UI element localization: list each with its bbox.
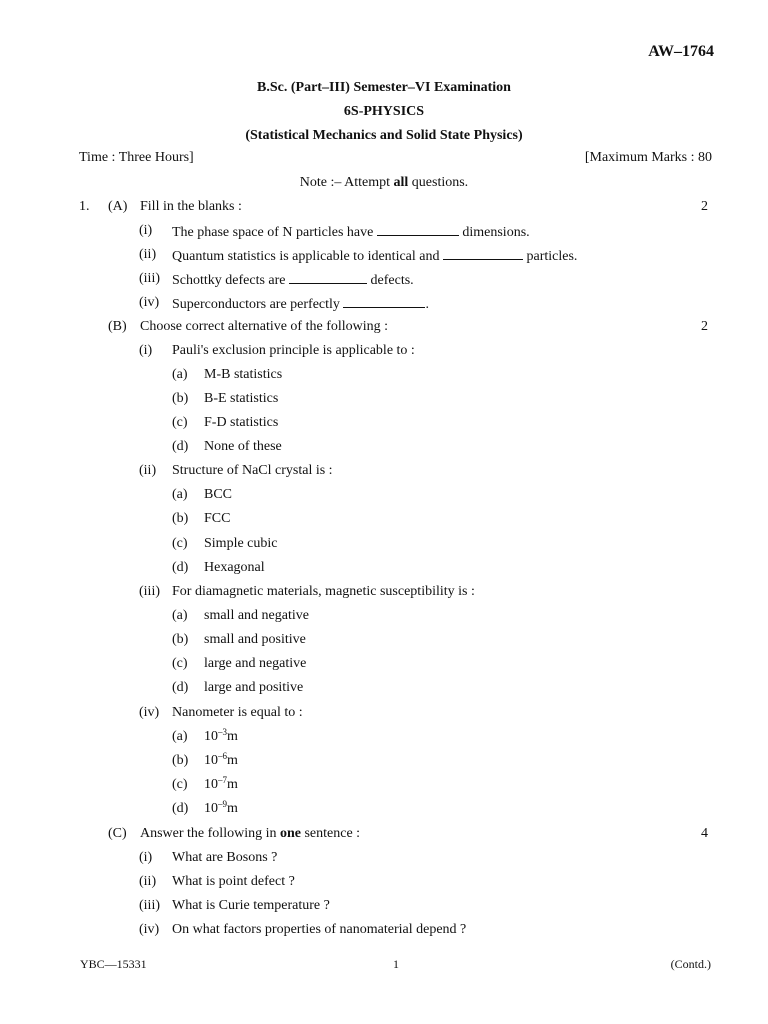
option-text: M-B statistics — [204, 367, 283, 382]
power-base: 10 — [204, 729, 218, 744]
continued-label: (Contd.) — [670, 957, 711, 971]
option-label: (a) — [172, 367, 188, 382]
title-emphasis: one — [279, 826, 301, 841]
mcq-number: (ii) — [139, 463, 157, 478]
short-question-number: (iv) — [139, 922, 160, 937]
blank-item — [172, 271, 414, 289]
short-question-number: (ii) — [139, 874, 157, 889]
option-label: (a) — [172, 608, 188, 623]
answer-blank — [443, 247, 523, 260]
option-label: (b) — [172, 511, 189, 526]
option-text — [204, 753, 238, 769]
question-number: 1. — [79, 199, 90, 214]
mcq-question: For diamagnetic materials, magnetic susceptibility is : — [172, 584, 475, 599]
power-exponent: –9 — [218, 799, 227, 809]
option-text: large and positive — [204, 680, 304, 695]
option-label: (c) — [172, 656, 188, 671]
power-unit: m — [227, 753, 238, 768]
answer-blank — [377, 223, 459, 236]
part-label-a: (A) — [108, 199, 128, 214]
part-marks-a: 2 — [701, 199, 708, 214]
option-label: (b) — [172, 753, 189, 768]
blank-item-text: Schottky defects are — [172, 273, 290, 288]
short-question-number: (iii) — [139, 898, 160, 913]
option-label: (b) — [172, 632, 189, 647]
time-allowed: Time : Three Hours] — [79, 150, 194, 165]
option-label: (a) — [172, 487, 188, 502]
mcq-number: (iv) — [139, 705, 160, 720]
note-prefix: Note :– Attempt — [299, 175, 394, 190]
title-text: sentence : — [300, 826, 361, 841]
paper-code: AW–1764 — [648, 43, 714, 60]
option-label: (c) — [172, 536, 188, 551]
option-label: (d) — [172, 680, 189, 695]
blank-item-text: Superconductors are perfectly — [172, 297, 344, 312]
blank-item-text: Quantum statistics is applicable to identical and — [172, 249, 443, 264]
power-unit: m — [227, 729, 238, 744]
blank-item-text: particles. — [523, 249, 578, 264]
short-question: What is Curie temperature ? — [172, 898, 330, 913]
option-text: None of these — [204, 439, 282, 454]
note-suffix: questions. — [408, 175, 469, 190]
mcq-question: Nanometer is equal to : — [172, 705, 303, 720]
answer-blank — [343, 295, 425, 308]
blank-item-text: defects. — [367, 273, 414, 288]
mcq-question: Structure of NaCl crystal is : — [172, 463, 333, 478]
short-question: On what factors properties of nanomaterial depend ? — [172, 922, 467, 937]
option-label: (d) — [172, 560, 189, 575]
power-base: 10 — [204, 777, 218, 792]
part-title-c — [140, 826, 360, 842]
option-text: F-D statistics — [204, 415, 279, 430]
blank-item-text: dimensions. — [458, 225, 530, 240]
option-text: small and negative — [204, 608, 309, 623]
part-label-c: (C) — [108, 826, 127, 841]
power-exponent: –3 — [218, 727, 227, 737]
power-base: 10 — [204, 753, 218, 768]
option-text: Simple cubic — [204, 536, 278, 551]
blank-item-number: (ii) — [139, 247, 157, 262]
option-text: B-E statistics — [204, 391, 279, 406]
option-label: (a) — [172, 729, 188, 744]
blank-item-number: (i) — [139, 223, 153, 238]
mcq-number: (iii) — [139, 584, 160, 599]
option-label: (d) — [172, 439, 189, 454]
part-marks-c: 4 — [701, 826, 708, 841]
title-text: Answer the following in — [140, 826, 280, 841]
power-exponent: –7 — [218, 775, 227, 785]
power-base: 10 — [204, 801, 218, 816]
part-label-b: (B) — [108, 319, 127, 334]
option-text: Hexagonal — [204, 560, 265, 575]
option-text — [204, 777, 238, 793]
blank-item-number: (iv) — [139, 295, 160, 310]
exam-note — [0, 175, 768, 191]
blank-item-text: The phase space of N particles have — [172, 225, 377, 240]
blank-item — [172, 295, 429, 313]
option-text — [204, 801, 238, 817]
power-unit: m — [227, 777, 238, 792]
option-text — [204, 729, 238, 745]
option-text: large and negative — [204, 656, 307, 671]
footer-code: YBC—15331 — [80, 957, 147, 971]
blank-item-number: (iii) — [139, 271, 160, 286]
note-emphasis: all — [393, 175, 409, 190]
option-label: (c) — [172, 777, 188, 792]
page-number: 1 — [393, 957, 399, 971]
exam-title: B.Sc. (Part–III) Semester–VI Examination — [257, 80, 511, 95]
course-title: 6S-PHYSICS — [343, 104, 425, 119]
power-unit: m — [227, 801, 238, 816]
option-label: (d) — [172, 801, 189, 816]
option-text: FCC — [204, 511, 231, 526]
option-label: (b) — [172, 391, 189, 406]
option-text: small and positive — [204, 632, 306, 647]
part-marks-b: 2 — [701, 319, 708, 334]
option-label: (c) — [172, 415, 188, 430]
blank-item-text: . — [425, 297, 429, 312]
subject-title: (Statistical Mechanics and Solid State Physics) — [245, 128, 523, 143]
part-title-a: Fill in the blanks : — [140, 199, 242, 214]
mcq-question: Pauli's exclusion principle is applicable to : — [172, 343, 415, 358]
short-question-number: (i) — [139, 850, 153, 865]
mcq-number: (i) — [139, 343, 153, 358]
power-exponent: –6 — [218, 751, 227, 761]
blank-item — [172, 223, 530, 241]
maximum-marks: [Maximum Marks : 80 — [584, 150, 712, 165]
blank-item — [172, 247, 577, 265]
part-title-b: Choose correct alternative of the following : — [140, 319, 389, 334]
answer-blank — [289, 271, 367, 284]
short-question: What is point defect ? — [172, 874, 295, 889]
option-text: BCC — [204, 487, 233, 502]
short-question: What are Bosons ? — [172, 850, 278, 865]
